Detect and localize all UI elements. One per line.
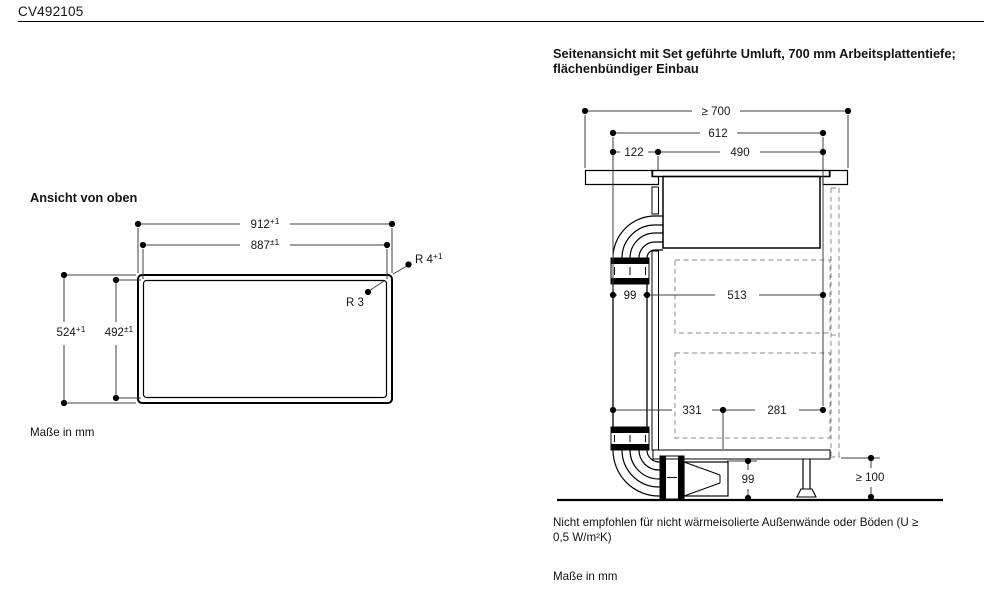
side-view-note-line1: Nicht empfohlen für nicht wärmeisolierte Außenwände oder Böden (U ≥ [553, 516, 919, 529]
side-view-units-note: Maße in mm [553, 570, 618, 583]
dim-label-cutout-width: $912^{+1}$ [250, 216, 280, 231]
cooktop-glass [653, 171, 830, 177]
clearance-zone-upper [675, 260, 830, 333]
dim-label-clearance-depth: 513 [727, 290, 747, 302]
duct-vertical [613, 284, 647, 427]
dim-label-rear-run: 281 [767, 405, 787, 417]
worktop-right [823, 171, 848, 185]
duct-elbow-top [613, 216, 663, 258]
side-view-dimensions [582, 106, 884, 501]
duct-coupling-outlet [660, 456, 684, 499]
dim-label-worktop-depth: ≥ 700 [701, 106, 731, 118]
leader-r3 [369, 281, 384, 291]
dim-label-appliance-width: $887^{\pm 1}$ [250, 237, 280, 252]
side-view-note-line2: 0,5 W/m²K) [553, 530, 612, 544]
dim-label-floor-clearance: ≥ 100 [855, 472, 885, 484]
dim-label-overall-depth: 612 [708, 128, 728, 140]
top-view-drawing [57, 216, 443, 406]
dim-label-front-offset: 122 [624, 147, 644, 159]
side-view-drawing [557, 106, 943, 501]
dim-label-plinth-duct-height: 99 [741, 474, 755, 486]
cabinet-wall-upper [652, 187, 659, 214]
duct-coupling-top [611, 258, 649, 284]
page-title: CV492105 [18, 4, 84, 19]
side-view-title-line2: flächenbündiger Einbau [553, 61, 699, 76]
leader-r4 [393, 266, 407, 274]
cabinet-leg [797, 459, 816, 497]
cutout-outline [138, 275, 392, 403]
duct-coupling-bottom [611, 427, 649, 450]
worktop-left [586, 171, 659, 185]
dim-lines-524 [64, 275, 136, 403]
dim-label-corner-radius-inner: R 3 [346, 297, 364, 309]
cabinet-wall-lower [652, 251, 659, 450]
cooktop-body [663, 177, 820, 249]
dim-label-appliance-depth: $492^{\pm 1}$ [104, 324, 134, 339]
top-view-units-note: Maße in mm [30, 426, 95, 439]
dim-label-cutout-depth: $524^{+1}$ [56, 324, 86, 339]
rear-air-channel-dashed [830, 188, 840, 457]
top-view-title: Ansicht von oben [30, 190, 138, 205]
dim-label-duct-run: 331 [682, 405, 702, 417]
dim-lines-612 [613, 133, 823, 406]
dim-label-corner-radius-outer: R $4^{+1}$ [415, 251, 443, 266]
dim-lines-122-490 [613, 152, 823, 170]
plinth-diffuser [684, 462, 728, 496]
top-view-dimensions [57, 216, 443, 406]
dim-label-duct-width: 99 [623, 290, 637, 302]
side-view-title-line1: Seitenansicht mit Set geführte Umluft, 700 mm Arbeitsplattentiefe; [553, 46, 956, 61]
dim-label-cutout-depth: 490 [730, 147, 750, 159]
clearance-zone-lower [675, 353, 830, 438]
